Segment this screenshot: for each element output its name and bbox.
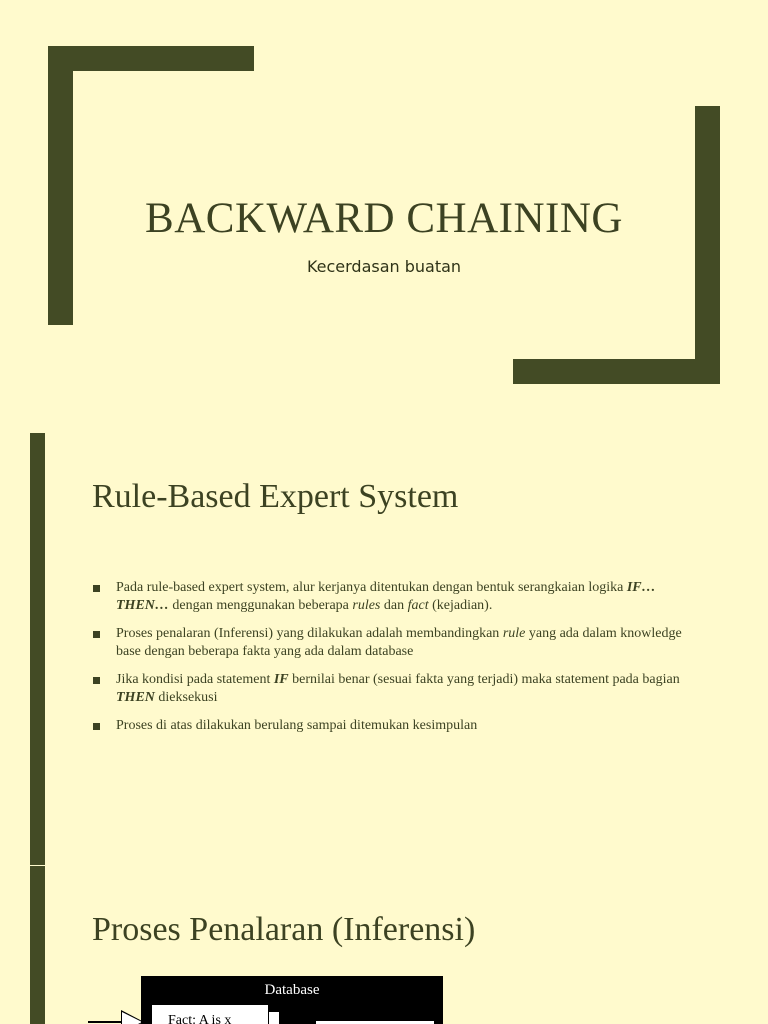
bullet-text-part: THEN [116, 690, 155, 705]
knowledge-box [315, 1020, 435, 1024]
corner-bracket-bottom-right [513, 359, 720, 384]
bullet-square-icon [93, 677, 100, 684]
bullet-square-icon [93, 631, 100, 638]
bullet-square-icon [93, 723, 100, 730]
bullet-item [92, 625, 692, 661]
corner-bracket-top-left-vertical [48, 46, 73, 325]
bullet-text-part: Pada rule-based expert system, alur kerjanya ditentukan dengan bentuk serangkaian logika [116, 580, 627, 595]
bullet-text-part: dan [380, 598, 408, 613]
bullet-text-part: Proses di atas dilakukan berulang sampai ditemukan kesimpulan [116, 718, 478, 733]
bullet-text-part: Proses penalaran (Inferensi) yang dilakukan adalah membandingkan [116, 626, 503, 641]
accent-bar [30, 433, 45, 865]
bullet-square-icon [93, 585, 100, 592]
bullet-text-part: (kejadian). [428, 598, 493, 613]
slide-heading: Proses Penalaran (Inferensi) [92, 911, 476, 948]
fact-box [151, 1004, 269, 1024]
bullet-list [92, 579, 692, 745]
bullet-text-part: IF [273, 672, 289, 687]
bullet-item [92, 717, 692, 735]
corner-bracket-top-left [48, 46, 254, 71]
bullet-item [92, 579, 692, 615]
bullet-text-part: fact [407, 598, 429, 613]
bullet-text-part: rules [352, 598, 381, 613]
arrow-head [122, 1012, 142, 1024]
fact-label: Fact: A is x [168, 1013, 232, 1024]
inference-slide [0, 866, 768, 1024]
corner-bracket-bottom-right-vertical [695, 106, 720, 384]
bullet-text-part: IF… THEN… [116, 580, 656, 613]
database-box [141, 976, 443, 1024]
bullet-text-part: Jika kondisi pada statement [116, 672, 274, 687]
accent-bar [30, 866, 45, 1024]
bullet-item [92, 671, 692, 707]
rule-based-slide [0, 433, 768, 865]
fact-stack-edge [269, 1012, 279, 1024]
bullet-text-part: rule [502, 626, 526, 641]
bullet-text-part: dengan menggunakan beberapa [168, 598, 353, 613]
database-label: Database [264, 982, 320, 998]
title-slide [0, 0, 768, 432]
slide-heading: Rule-Based Expert System [92, 478, 459, 515]
bullet-text-part: yang ada dalam knowledge base dengan beberapa fakta yang ada dalam database [116, 626, 682, 659]
slide-subtitle: Kecerdasan buatan [306, 257, 462, 276]
bullet-text-part: dieksekusi [154, 690, 218, 705]
slide-title: BACKWARD CHAINING [145, 195, 623, 242]
bullet-text-part: bernilai benar (sesuai fakta yang terjadi) maka statement pada bagian [288, 672, 680, 687]
